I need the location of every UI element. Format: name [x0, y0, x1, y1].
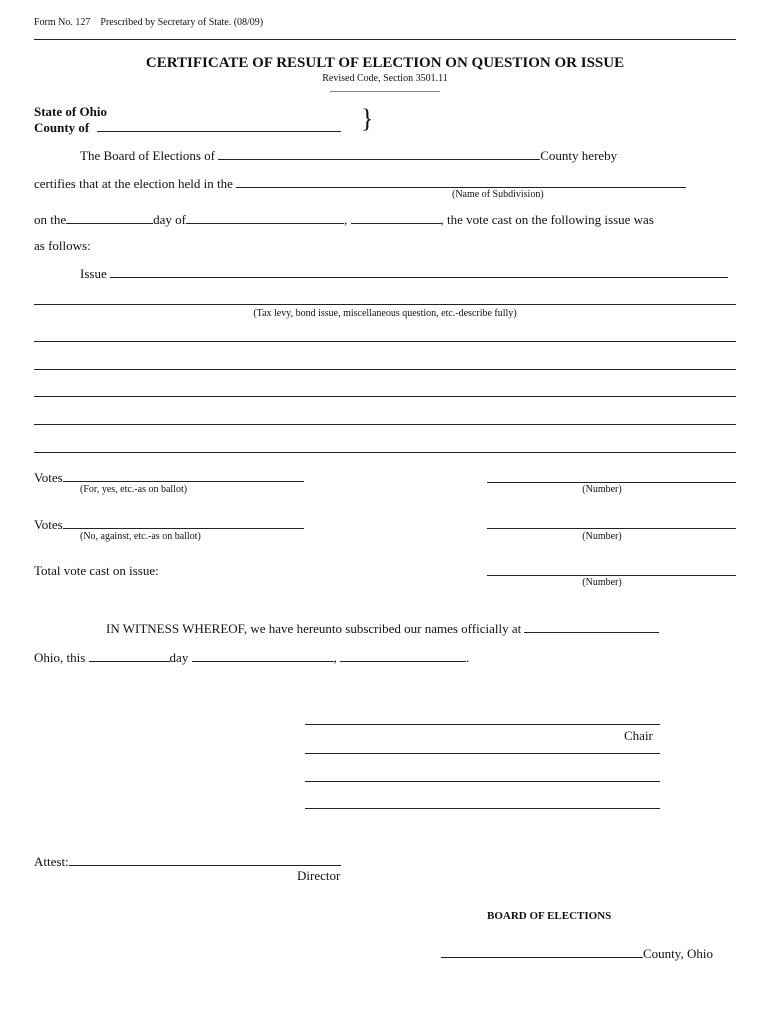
board-county-field[interactable] — [218, 147, 540, 160]
issue-line-4[interactable] — [34, 369, 736, 370]
issue-field[interactable] — [110, 265, 728, 278]
month-field[interactable] — [186, 211, 344, 224]
venue-brace: } — [361, 104, 374, 133]
certifies-line: certifies that at the election held in the — [34, 175, 686, 192]
subtitle-underline — [330, 91, 440, 92]
form-header — [34, 17, 263, 28]
total-vote-label: Total vote cast on issue: — [34, 563, 159, 578]
prescribed-by: Prescribed by Secretary of State. (08/09) — [100, 17, 264, 28]
name-of-subdivision-caption: (Name of Subdivision) — [452, 189, 544, 200]
number-caption-2: (Number) — [582, 531, 622, 542]
board-of-elections: BOARD OF ELECTIONS — [487, 910, 612, 922]
board-line: The Board of Elections of County hereby — [80, 148, 618, 163]
attest-signature-field[interactable] — [69, 853, 341, 866]
number-caption-3: (Number) — [582, 577, 622, 588]
chair-signature-line[interactable] — [305, 724, 660, 725]
against-caption: (No, against, etc.-as on ballot) — [80, 531, 201, 542]
chair-label: Chair — [624, 728, 653, 743]
issue-line-3[interactable] — [34, 341, 736, 342]
witness-year-field[interactable] — [340, 649, 466, 662]
witness-day-field[interactable] — [89, 649, 170, 662]
issue-line-6[interactable] — [34, 424, 736, 425]
header-divider — [34, 39, 736, 40]
votes-for-field[interactable] — [63, 469, 304, 482]
county-label: County of — [34, 119, 341, 136]
county-ohio-line: County, Ohio — [441, 945, 713, 962]
subdivision-field[interactable] — [236, 175, 686, 188]
member-signature-line-3[interactable] — [305, 808, 660, 809]
date-line: on the day of , , the vote cast on the following issue was — [34, 212, 654, 227]
board-county-name-field[interactable] — [441, 945, 643, 958]
witness-place-field[interactable] — [524, 620, 659, 633]
member-signature-line-2[interactable] — [305, 781, 660, 782]
attest-line: Attest: — [34, 853, 341, 870]
county-field[interactable] — [97, 119, 341, 132]
director-label: Director — [297, 868, 341, 883]
issue-line: Issue — [80, 265, 728, 282]
votes-against-field[interactable] — [63, 516, 304, 529]
number-caption-1: (Number) — [582, 484, 622, 495]
as-follows: as follows: — [34, 238, 91, 253]
issue-line-7[interactable] — [34, 452, 736, 453]
votes-for-line: Votes — [34, 469, 304, 486]
for-caption: (For, yes, etc.-as on ballot) — [80, 484, 188, 495]
page-subtitle: Revised Code, Section 3501.11 — [322, 73, 448, 84]
page-title: CERTIFICATE OF RESULT OF ELECTION ON QUESTION OR ISSUE — [145, 55, 625, 71]
total-number-field[interactable] — [487, 575, 736, 576]
votes-for-number-field[interactable] — [487, 482, 736, 483]
member-signature-line-1[interactable] — [305, 753, 660, 754]
year-field[interactable] — [351, 211, 441, 224]
votes-against-number-field[interactable] — [487, 528, 736, 529]
witness-line: IN WITNESS WHEREOF, we have hereunto subscribed our names officially at — [106, 620, 659, 637]
state-label: State of Ohio — [34, 104, 107, 119]
issue-line-2[interactable] — [34, 304, 736, 305]
issue-caption: (Tax levy, bond issue, miscellaneous question, etc.-describe fully) — [253, 308, 517, 319]
witness-month-field[interactable] — [192, 649, 334, 662]
day-field[interactable] — [66, 211, 153, 224]
votes-against-line: Votes — [34, 516, 304, 533]
form-number: Form No. 127 — [34, 17, 91, 28]
ohio-this-line: Ohio, this day , . — [34, 650, 470, 665]
issue-line-5[interactable] — [34, 396, 736, 397]
